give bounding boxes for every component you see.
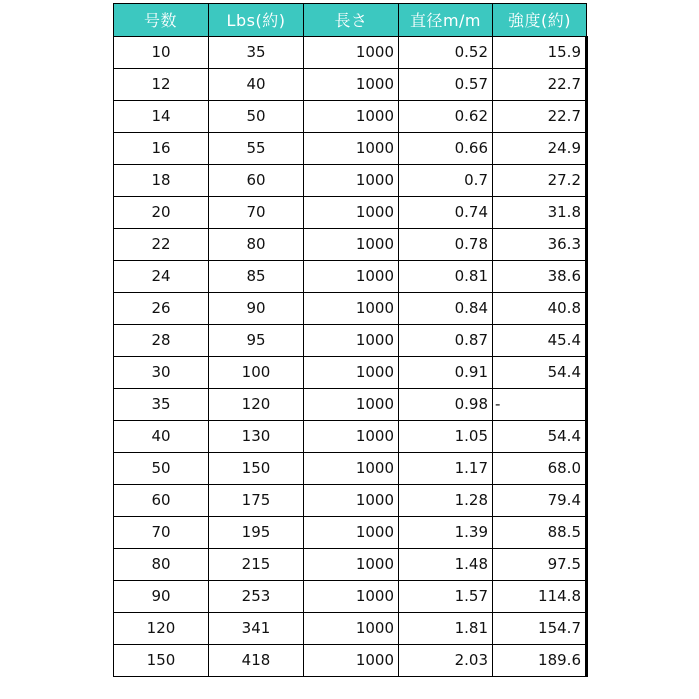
number-cell: 80	[114, 549, 209, 581]
lbs-cell: 120	[209, 389, 304, 421]
diameter-cell: 1.28	[399, 485, 493, 517]
length-cell: 1000	[304, 69, 399, 101]
strength-cell: 79.4	[493, 485, 587, 517]
strength-cell: -	[493, 389, 587, 421]
table-body	[114, 37, 587, 677]
column-header-diameter: 直径m/m	[399, 4, 493, 37]
strength-cell: 88.5	[493, 517, 587, 549]
table-row	[114, 165, 587, 197]
strength-cell: 27.2	[493, 165, 587, 197]
diameter-cell: 0.98	[399, 389, 493, 421]
diameter-cell: 0.57	[399, 69, 493, 101]
length-cell: 1000	[304, 485, 399, 517]
strength-cell: 54.4	[493, 357, 587, 389]
strength-cell: 31.8	[493, 197, 587, 229]
table-row	[114, 485, 587, 517]
length-cell: 1000	[304, 133, 399, 165]
length-cell: 1000	[304, 197, 399, 229]
table-row	[114, 517, 587, 549]
lbs-cell: 341	[209, 613, 304, 645]
lbs-cell: 50	[209, 101, 304, 133]
diameter-cell: 1.57	[399, 581, 493, 613]
table-row	[114, 453, 587, 485]
length-cell: 1000	[304, 261, 399, 293]
diameter-cell: 1.17	[399, 453, 493, 485]
lbs-cell: 253	[209, 581, 304, 613]
table-row	[114, 357, 587, 389]
table-row	[114, 37, 587, 69]
number-cell: 20	[114, 197, 209, 229]
table-row	[114, 325, 587, 357]
lbs-cell: 175	[209, 485, 304, 517]
number-cell: 16	[114, 133, 209, 165]
diameter-cell: 1.81	[399, 613, 493, 645]
length-cell: 1000	[304, 613, 399, 645]
length-cell: 1000	[304, 645, 399, 677]
number-cell: 90	[114, 581, 209, 613]
strength-cell: 154.7	[493, 613, 587, 645]
table-row	[114, 229, 587, 261]
diameter-cell: 0.84	[399, 293, 493, 325]
number-cell: 22	[114, 229, 209, 261]
number-cell: 18	[114, 165, 209, 197]
strength-cell: 40.8	[493, 293, 587, 325]
number-cell: 28	[114, 325, 209, 357]
diameter-cell: 0.52	[399, 37, 493, 69]
strength-cell: 38.6	[493, 261, 587, 293]
length-cell: 1000	[304, 517, 399, 549]
line-spec-table	[113, 3, 588, 677]
number-cell: 26	[114, 293, 209, 325]
strength-cell: 114.8	[493, 581, 587, 613]
number-cell: 14	[114, 101, 209, 133]
number-cell: 70	[114, 517, 209, 549]
strength-cell: 45.4	[493, 325, 587, 357]
table-row	[114, 197, 587, 229]
table-row	[114, 389, 587, 421]
number-cell: 40	[114, 421, 209, 453]
diameter-cell: 0.74	[399, 197, 493, 229]
column-header-length: 長さ	[304, 4, 399, 37]
strength-cell: 24.9	[493, 133, 587, 165]
length-cell: 1000	[304, 581, 399, 613]
table-row	[114, 581, 587, 613]
length-cell: 1000	[304, 357, 399, 389]
strength-cell: 189.6	[493, 645, 587, 677]
number-cell: 150	[114, 645, 209, 677]
lbs-cell: 100	[209, 357, 304, 389]
table-row	[114, 101, 587, 133]
diameter-cell: 0.87	[399, 325, 493, 357]
strength-cell: 97.5	[493, 549, 587, 581]
lbs-cell: 130	[209, 421, 304, 453]
length-cell: 1000	[304, 165, 399, 197]
table-row	[114, 421, 587, 453]
length-cell: 1000	[304, 453, 399, 485]
strength-cell: 22.7	[493, 69, 587, 101]
length-cell: 1000	[304, 421, 399, 453]
diameter-cell: 0.62	[399, 101, 493, 133]
strength-cell: 22.7	[493, 101, 587, 133]
lbs-cell: 55	[209, 133, 304, 165]
diameter-cell: 0.66	[399, 133, 493, 165]
number-cell: 30	[114, 357, 209, 389]
lbs-cell: 418	[209, 645, 304, 677]
column-header-lbs: Lbs(約)	[209, 4, 304, 37]
header-row	[114, 4, 587, 37]
diameter-cell: 0.78	[399, 229, 493, 261]
table-row	[114, 645, 587, 677]
table-row	[114, 69, 587, 101]
table-row	[114, 293, 587, 325]
length-cell: 1000	[304, 325, 399, 357]
length-cell: 1000	[304, 293, 399, 325]
lbs-cell: 215	[209, 549, 304, 581]
diameter-cell: 1.05	[399, 421, 493, 453]
number-cell: 60	[114, 485, 209, 517]
length-cell: 1000	[304, 389, 399, 421]
number-cell: 120	[114, 613, 209, 645]
length-cell: 1000	[304, 101, 399, 133]
lbs-cell: 195	[209, 517, 304, 549]
column-header-strength: 強度(約)	[493, 4, 587, 37]
strength-cell: 15.9	[493, 37, 587, 69]
column-header-number: 号数	[114, 4, 209, 37]
number-cell: 10	[114, 37, 209, 69]
number-cell: 35	[114, 389, 209, 421]
strength-cell: 54.4	[493, 421, 587, 453]
table-row	[114, 261, 587, 293]
diameter-cell: 0.91	[399, 357, 493, 389]
length-cell: 1000	[304, 37, 399, 69]
strength-cell: 68.0	[493, 453, 587, 485]
length-cell: 1000	[304, 229, 399, 261]
number-cell: 50	[114, 453, 209, 485]
lbs-cell: 95	[209, 325, 304, 357]
lbs-cell: 40	[209, 69, 304, 101]
lbs-cell: 150	[209, 453, 304, 485]
length-cell: 1000	[304, 549, 399, 581]
lbs-cell: 70	[209, 197, 304, 229]
number-cell: 24	[114, 261, 209, 293]
table-row	[114, 549, 587, 581]
lbs-cell: 60	[209, 165, 304, 197]
strength-cell: 36.3	[493, 229, 587, 261]
lbs-cell: 35	[209, 37, 304, 69]
diameter-cell: 2.03	[399, 645, 493, 677]
lbs-cell: 85	[209, 261, 304, 293]
lbs-cell: 90	[209, 293, 304, 325]
diameter-cell: 1.48	[399, 549, 493, 581]
diameter-cell: 0.7	[399, 165, 493, 197]
diameter-cell: 1.39	[399, 517, 493, 549]
table-row	[114, 133, 587, 165]
diameter-cell: 0.81	[399, 261, 493, 293]
lbs-cell: 80	[209, 229, 304, 261]
table-row	[114, 613, 587, 645]
number-cell: 12	[114, 69, 209, 101]
